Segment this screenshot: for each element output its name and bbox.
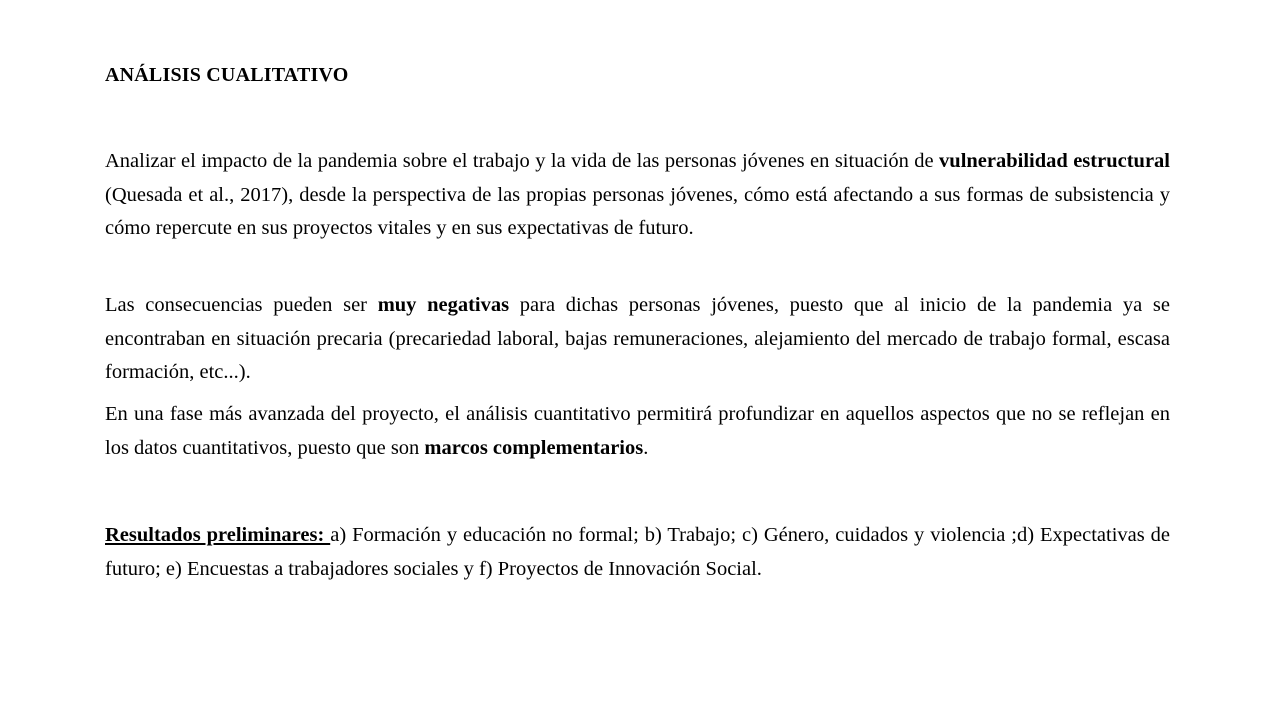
paragraph-consequences bbox=[105, 289, 1170, 390]
bold-term: vulnerabilidad estructural bbox=[939, 150, 1170, 172]
bold-term: marcos complementarios bbox=[424, 436, 644, 459]
paragraph-text: . bbox=[643, 436, 649, 459]
slide bbox=[105, 0, 1170, 720]
bold-term: muy negativas bbox=[377, 294, 510, 316]
paragraph-text: Las consecuencias pueden ser bbox=[105, 294, 378, 316]
slide-title: ANÁLISIS CUALITATIVO bbox=[105, 64, 349, 86]
paragraph-text: para dichas personas jóvenes, puesto que al inicio de la pandemia ya se encontraban en situación precaria (precariedad laboral, bajas remuneraciones, alejamiento del mercado de trabajo formal, escasa formación, etc...). bbox=[105, 294, 1170, 383]
paragraph-text: (Quesada et al., 2017), desde la perspectiva de las propias personas jóvenes, cómo está afectando a sus formas de subsistencia y cómo repercute en sus proyectos vitales y en sus expectativas de futuro. bbox=[105, 183, 1170, 239]
results-list: a) Formación y educación no formal; b) Trabajo; c) Género, cuidados y violencia ;d) Expectativas de futuro; e) Encuestas a trabajadores sociales y f) Proyectos de Innovación Social. bbox=[105, 524, 1170, 580]
paragraph-next-phase bbox=[105, 398, 1170, 465]
paragraph-text: En una fase más avanzada del proyecto, el análisis cuantitativo permitirá profundizar en aquellos aspectos que no se reflejan en los datos cuantitativos, puesto que son bbox=[105, 403, 1170, 459]
results-label: Resultados preliminares: bbox=[105, 524, 331, 546]
paragraph-preliminary-results bbox=[105, 519, 1170, 586]
paragraph-text: Analizar el impacto de la pandemia sobre el trabajo y la vida de las personas jóvenes en situación de bbox=[105, 150, 940, 172]
paragraph-objective bbox=[105, 145, 1170, 246]
